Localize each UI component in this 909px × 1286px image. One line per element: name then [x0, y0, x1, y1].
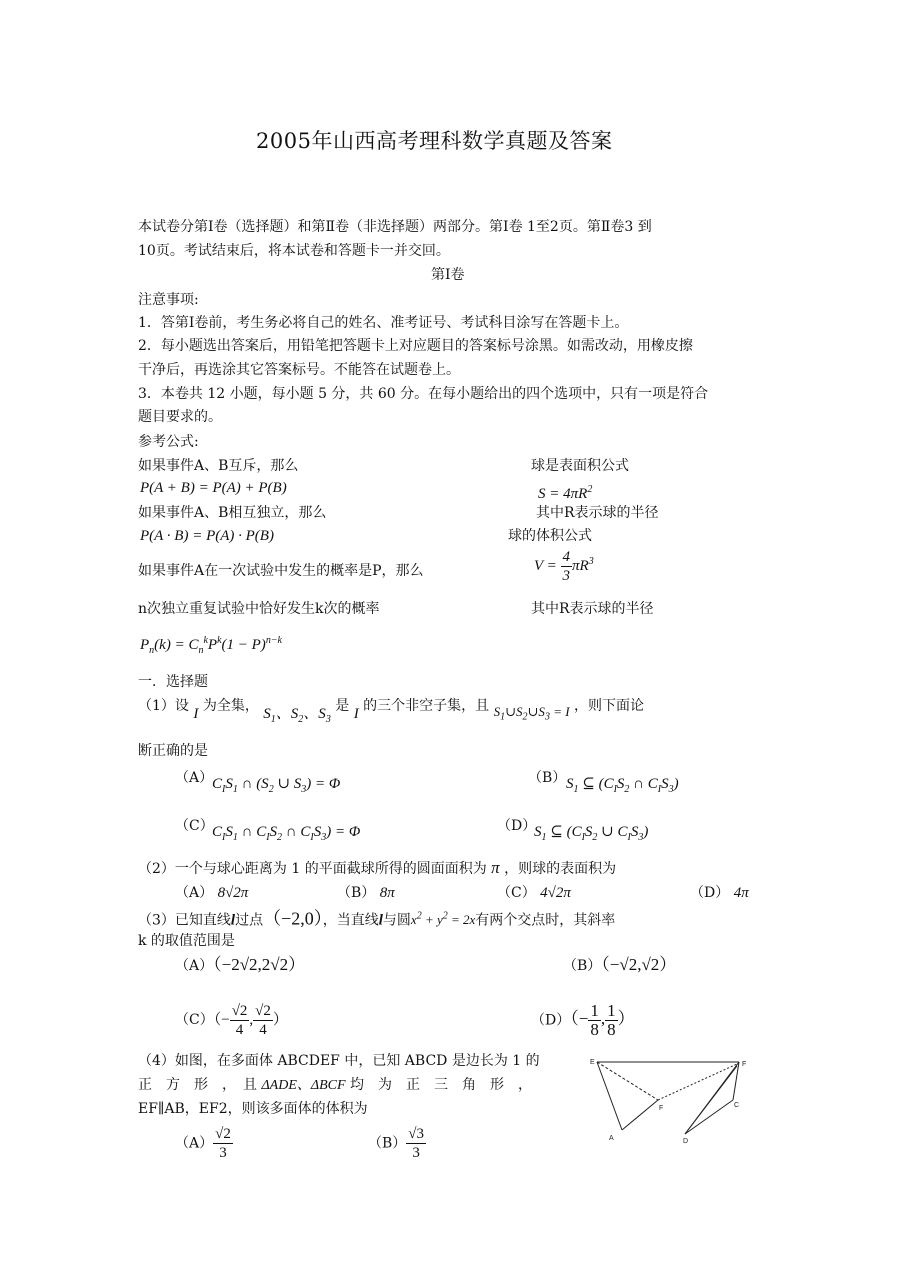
label-f: F — [742, 1061, 747, 1068]
note-2a: 2．每小题选出答案后，用铅笔把答题卡上对应题目的答案标号涂黑。如需改动，用橡皮擦 — [138, 338, 693, 354]
q1-part-a: （1）设 — [138, 698, 189, 714]
q3-option-c-label: （C） — [175, 1011, 214, 1028]
q3-option-a-label: （A） — [175, 958, 214, 974]
q2-text-1: （2）一个与球心距离为 1 的平面截球所得的圆面面积为 — [138, 861, 487, 877]
q2-option-b-label: （B） — [337, 885, 376, 901]
q3-option-b: （B）（−√2,√2） — [563, 955, 677, 974]
q1-option-d-label: （D） — [497, 818, 537, 834]
page-title: 2005年山西高考理科数学真题及答案 — [256, 129, 613, 153]
sphere-volume-formula: V = $\frac{4}{3}$ $\pi R^3$ — [534, 549, 594, 584]
q1-option-a-label: （A） — [175, 770, 214, 786]
volume-heading: 第Ⅰ卷 — [431, 267, 465, 283]
q1-text-cont: 断正确的是 — [138, 743, 208, 759]
q2-option-a: （A） 8√2π — [175, 885, 249, 901]
q1-option-c-label: （C） — [175, 818, 214, 834]
formula-label-4: n次独立重复试验中恰好发生k次的概率 — [138, 601, 380, 617]
q3-option-a: （A）（−2√2,2√2） — [175, 955, 306, 974]
polyhedron-figure — [585, 1052, 755, 1147]
q2-option-b: （B） 8π — [337, 885, 395, 901]
q3-option-d-label: （D） — [531, 1012, 571, 1029]
formula-right-1: 球是表面积公式 — [531, 458, 629, 474]
q2-option-c-label: （C） — [497, 885, 536, 901]
q3-text-1: （3）已知直线 — [138, 912, 231, 929]
q4-line-2b: 均 为 正 三 角 形 ， — [350, 1077, 532, 1093]
formula-2: P(A · B) = P(A) · P(B) — [140, 528, 274, 544]
q4-option-a-label: （A） — [175, 1135, 214, 1152]
formula-label-2: 如果事件A、B相互独立，那么 — [138, 505, 327, 521]
q4-line-2: 正 方 形 ， 且 ΔADE、ΔBCF 均 为 正 三 角 形 ， — [138, 1077, 532, 1093]
formula-label-3: 如果事件A在一次试验中发生的概率是P，那么 — [138, 563, 424, 579]
q1-option-b: $S_1$ ⊆ ($C_IS_2$ ∩ $C_IS_3$) — [566, 776, 679, 795]
q3-option-b-label: （B） — [563, 958, 602, 974]
q2-text: （2）一个与球心距离为 1 的平面截球所得的圆面面积为 π ，则球的表面积为 — [138, 858, 617, 877]
label-d: D — [683, 1138, 689, 1145]
formulas-heading: 参考公式: — [138, 434, 199, 450]
formula-right-4: 其中R表示球的半径 — [531, 601, 654, 617]
q1-option-c: $C_IS_1$ ∩ $C_IS_2$ ∩ $C_IS_3) = \Phi$ — [212, 824, 361, 843]
q2-option-d-label: （D） — [690, 885, 730, 901]
q1-text: （1）设 I 为全集， $S_1$、$S_2$、$S_3$ 是 I 的三个非空子集，且 $S_1\cup S_2\cup S_3 = I$ ，则下面论 — [138, 698, 644, 725]
q4-option-a: （A） $\frac{√2}{3}$ — [175, 1126, 231, 1161]
formula-1: P(A + B) = P(A) + P(B) — [140, 480, 287, 496]
q1-option-d: $S_1$ ⊆ ($C_IS_2$ ∪ $C_IS_3$) — [534, 824, 649, 843]
formula-label-1: 如果事件A、B互斥，那么 — [138, 458, 299, 474]
q3-option-d: （D）（− $\frac{1}{8}$ , $\frac{1}{8}$ ） — [531, 1001, 635, 1039]
q1-part-b: 为全集， — [202, 698, 259, 714]
note-2b: 干净后，再选涂其它答案标号。不能答在试题卷上。 — [138, 362, 460, 378]
formula-right-2: 其中R表示球的半径 — [536, 505, 659, 521]
intro-line-2: 10页。考试结束后，将本试卷和答题卡一并交回。 — [138, 243, 450, 259]
q3-text-3: ，当直线 — [322, 912, 379, 929]
q2-text-2: ，则球的表面积为 — [504, 861, 617, 877]
q3-text-4: 与圆 — [382, 912, 411, 929]
q4-line-1: （4）如图，在多面体 ABCDEF 中，已知 ABCD 是边长为 1 的 — [138, 1053, 540, 1069]
sphere-area-text: S = 4πR — [538, 486, 588, 502]
q4-line-2a: 正 方 形 ， 且 — [138, 1077, 257, 1093]
q4-option-b: （B） $\frac{√3}{3}$ — [368, 1126, 425, 1161]
note-3a: 3．本卷共 12 小题，每小题 5 分，共 60 分。在每小题给出的四个选项中，只有一项是符合 — [138, 386, 709, 402]
sphere-area-formula: $S = 4\pi R^2$ — [538, 484, 593, 502]
q1-option-b-label: （B） — [528, 770, 567, 786]
q2-option-c: （C） 4√2π — [497, 885, 571, 901]
q1-option-a: $C_IS_1$ ∩ ($S_2$ ∪ $S_3) = \Phi$ — [212, 776, 341, 795]
formula-right-3: 球的体积公式 — [508, 528, 592, 544]
formula-binomial: $P_n(k) = C_n^kP^k(1 - P)^{n-k}$ — [140, 635, 282, 656]
q3-text: （3）已知直线l过点（−2,0），当直线l与圆$x^2 + y^2 = 2x$有两个交点时，其斜率 — [138, 908, 616, 929]
q2-option-d: （D） 4π — [690, 885, 749, 901]
intro-line-1: 本试卷分第Ⅰ卷（选择题）和第Ⅱ卷（非选择题）两部分。第Ⅰ卷 1至2页。第Ⅱ卷3 到 — [138, 219, 652, 235]
section-heading: 一．选择题 — [138, 674, 208, 690]
note-3b: 题目要求的。 — [138, 409, 222, 425]
notes-heading: 注意事项: — [138, 292, 199, 308]
q1-part-d: 的三个非空子集，且 — [363, 698, 490, 714]
q3-option-c: （C）（− $\frac{√2}{4}$ , $\frac{√2}{4}$ ） — [175, 1003, 288, 1038]
label-a: A — [609, 1135, 614, 1142]
q4-line-3: EF∥AB，EF2，则该多面体的体积为 — [138, 1101, 368, 1117]
q3-text-2: 过点 — [235, 912, 264, 929]
q3-text-5: 有两个交点时，其斜率 — [475, 912, 616, 929]
q3-text-cont: k 的取值范围是 — [138, 933, 235, 949]
q1-part-c: 是 — [335, 698, 350, 714]
q2-option-a-label: （A） — [175, 885, 214, 901]
label-e: E — [590, 1059, 595, 1066]
label-c: C — [734, 1102, 740, 1109]
note-1: 1．答第Ⅰ卷前，考生务必将自己的姓名、准考证号、考试科目涂写在答题卡上。 — [138, 315, 629, 331]
label-f2: F — [659, 1105, 664, 1112]
q4-option-b-label: （B） — [368, 1135, 407, 1152]
q1-part-e: ，则下面论 — [574, 698, 644, 714]
